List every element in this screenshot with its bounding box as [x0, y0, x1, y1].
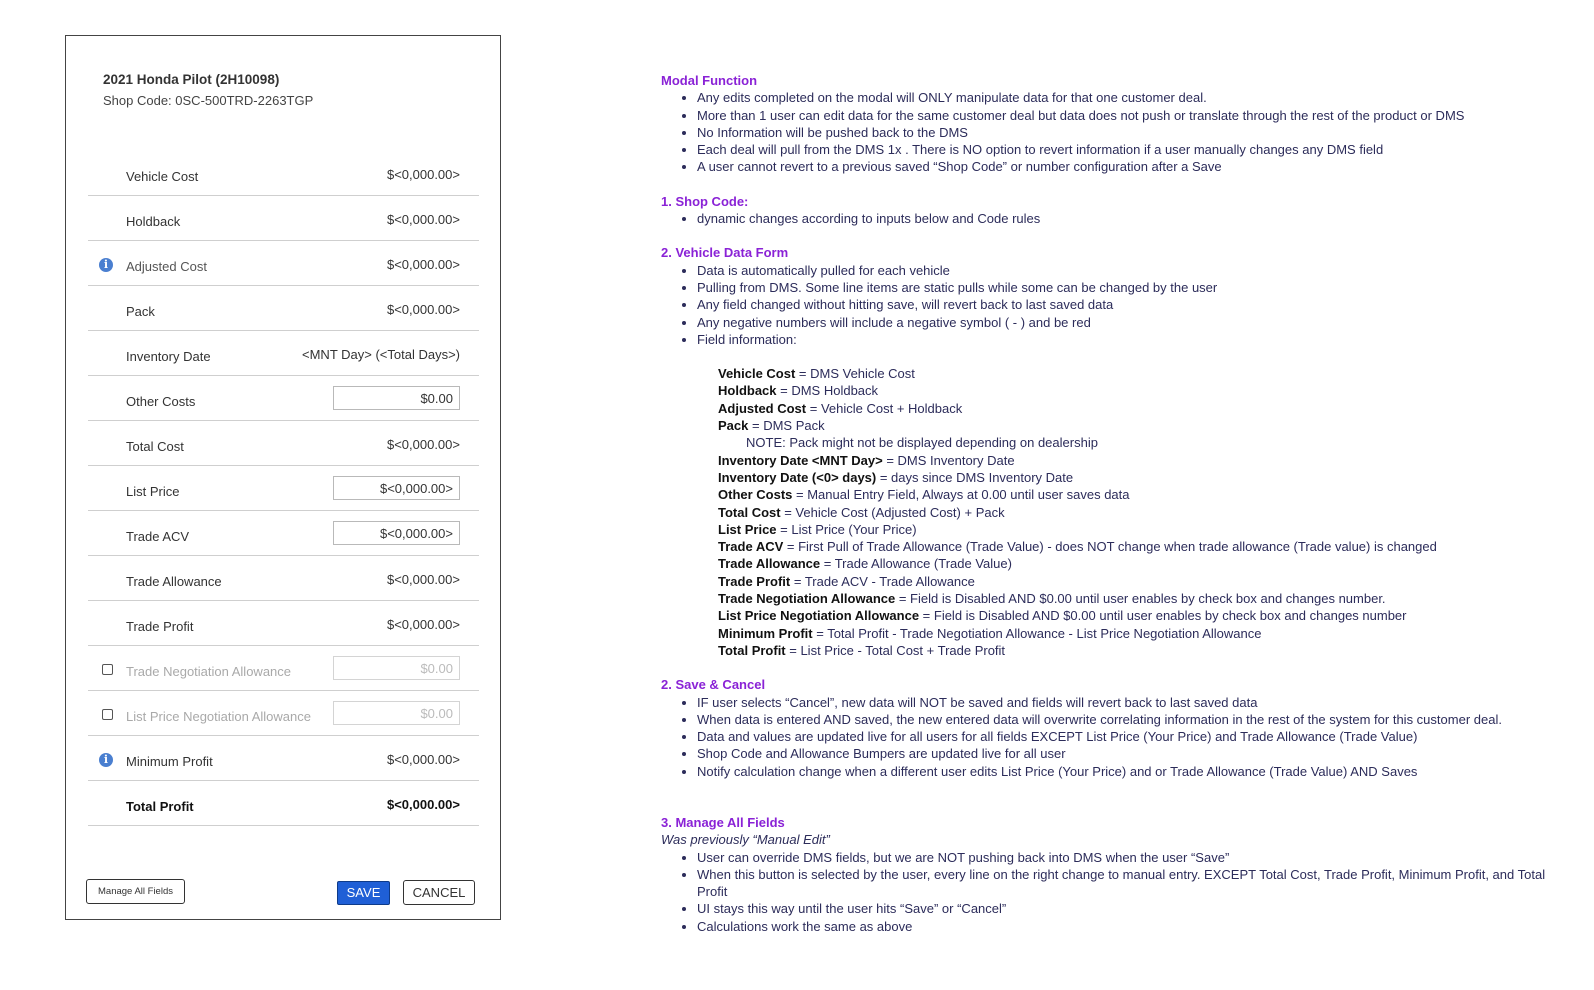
trade-negotiation-checkbox[interactable]: [102, 664, 113, 675]
section-title: Modal Function: [661, 73, 758, 88]
list-item: • No Information will be pushed back to the DMS: [697, 124, 1561, 141]
list-price-negotiation-input: $0.00: [333, 701, 460, 725]
field-term: Total Profit: [718, 642, 786, 658]
field-row-vehicle-cost: [88, 151, 479, 196]
field-label: Adjusted Cost: [126, 259, 207, 274]
list-item: • UI stays this way until the user hits “Save” or “Cancel”: [697, 900, 1561, 917]
field-value: $<0,000.00>: [386, 797, 460, 812]
field-label: Total Profit: [126, 799, 194, 814]
field-term: Inventory Date <MNT Day>: [718, 452, 883, 468]
field-info-item: [718, 365, 1561, 382]
field-desc: = Field is Disabled AND $0.00 until user enables by check box and changes number.: [895, 591, 1386, 607]
field-term: Trade Allowance: [718, 556, 821, 572]
list-item: • Each deal will pull from the DMS 1x . There is NO option to revert information if a user manually changes any DMS field: [697, 141, 1561, 158]
field-value: $<0,000.00>: [386, 617, 460, 632]
trade-acv-input[interactable]: $<0,000.00>: [333, 521, 460, 545]
section-title: 1. Shop Code:: [661, 193, 749, 209]
save-button[interactable]: SAVE: [337, 881, 390, 905]
list-item: • Data is automatically pulled for each vehicle: [697, 262, 1561, 279]
shop-code-list: [661, 210, 1561, 227]
field-label: Vehicle Cost: [126, 169, 199, 184]
list-item: • Any negative numbers will include a negative symbol ( - ) and be red: [697, 314, 1561, 331]
field-term: Minimum Profit: [718, 625, 813, 641]
field-info-item: [718, 486, 1561, 503]
field-desc: = DMS Pack: [748, 418, 825, 434]
field-value: $<0,000.00>: [386, 167, 460, 182]
list-item: • Notify calculation change when a different user edits List Price (Your Price) and or Trade Allowance (Trade Value) AND Saves: [697, 763, 1561, 780]
vehicle-data-form-list: [661, 262, 1561, 348]
manage-all-fields-button[interactable]: Manage All Fields: [86, 879, 185, 904]
field-desc: = Manual Entry Field, Always at 0.00 until user saves data: [792, 487, 1130, 503]
field-value: $<0,000.00>: [386, 302, 460, 317]
field-label: Trade ACV: [126, 529, 190, 544]
field-info-item: [718, 469, 1561, 486]
field-info-item: [718, 452, 1561, 469]
section-title: 2. Save & Cancel: [661, 677, 766, 693]
field-info-item: [718, 504, 1561, 521]
list-item: • More than 1 user can edit data for the same customer deal but data does not push or translate through the rest of the product or DMS: [697, 107, 1561, 124]
field-label: Minimum Profit: [126, 754, 213, 769]
list-item: • A user cannot revert to a previous saved “Shop Code” or number configuration after a Save: [697, 158, 1561, 175]
field-row-list-price-negotiation-allowance: [88, 691, 479, 736]
list-item: • Pulling from DMS. Some line items are static pulls while some can be changed by the user: [697, 279, 1561, 296]
field-info-item: [718, 590, 1561, 607]
vehicle-data-form: [88, 151, 479, 826]
field-label: List Price: [126, 484, 180, 499]
field-desc: = Trade ACV - Trade Allowance: [790, 573, 975, 589]
list-price-input[interactable]: $<0,000.00>: [333, 476, 460, 500]
field-term: Trade Negotiation Allowance: [718, 591, 896, 607]
field-label: Trade Negotiation Allowance: [126, 664, 292, 679]
section-subtitle: Was previously “Manual Edit”: [661, 832, 830, 848]
field-desc: = List Price - Total Cost + Trade Profit: [785, 642, 1006, 658]
list-item: • Data and values are updated live for all users for all fields EXCEPT List Price (Your Price) and Trade Allowance (Trade Value): [697, 728, 1561, 745]
field-info-item: [718, 573, 1561, 590]
field-info-item: [718, 625, 1561, 642]
other-costs-input[interactable]: $0.00: [333, 386, 460, 410]
field-term: List Price Negotiation Allowance: [718, 608, 920, 624]
vehicle-title: 2021 Honda Pilot (2H10098): [103, 72, 280, 87]
field-value: $<0,000.00>: [386, 437, 460, 452]
field-row-list-price: [88, 466, 479, 511]
field-value: $<0,000.00>: [386, 752, 460, 767]
field-label: Other Costs: [126, 394, 196, 409]
field-label: Holdback: [126, 214, 181, 229]
field-row-total-profit: [88, 781, 479, 826]
field-row-trade-negotiation-allowance: [88, 646, 479, 691]
field-desc: = Trade Allowance (Trade Value): [820, 556, 1012, 572]
field-info-item: [718, 555, 1561, 572]
field-label: Pack: [126, 304, 155, 319]
field-label: Trade Profit: [126, 619, 194, 634]
field-row-holdback: [88, 196, 479, 241]
field-term: Trade Profit: [718, 573, 791, 589]
field-label: Total Cost: [126, 439, 184, 454]
field-row-trade-allowance: [88, 556, 479, 601]
info-icon[interactable]: i: [99, 258, 113, 272]
field-info-item: [718, 538, 1561, 555]
field-row-trade-profit: [88, 601, 479, 646]
field-value: $<0,000.00>: [386, 257, 460, 272]
field-term: Inventory Date (<0> days): [718, 469, 877, 485]
section-title: 3. Manage All Fields: [661, 814, 785, 830]
field-desc: = Total Profit - Trade Negotiation Allowance - List Price Negotiation Allowance: [812, 625, 1262, 641]
field-info-item: [718, 521, 1561, 538]
field-desc: = List Price (Your Price): [776, 521, 917, 537]
list-item: • Shop Code and Allowance Bumpers are updated live for all user: [697, 745, 1561, 762]
save-cancel-list: [661, 694, 1561, 780]
field-desc: = First Pull of Trade Allowance (Trade Value) - does NOT change when trade allowance (Trade value) is changed: [783, 539, 1437, 555]
list-item: • Any field changed without hitting save, will revert back to last saved data: [697, 296, 1561, 313]
field-term: Holdback: [718, 383, 777, 399]
list-item: • Any edits completed on the modal will ONLY manipulate data for that one customer deal.: [697, 89, 1561, 106]
deal-modal: [65, 35, 501, 920]
field-term: Total Cost: [718, 504, 781, 520]
list-item: • When this button is selected by the user, every line on the right change to manual entry. EXCEPT Total Cost, Trade Profit, Minimum Profit, and Total Profit: [697, 866, 1561, 901]
field-value: $<0,000.00>: [386, 212, 460, 227]
field-desc: = days since DMS Inventory Date: [876, 469, 1074, 485]
spec-notes: [661, 72, 1561, 935]
field-information: [718, 365, 1561, 659]
field-desc: = Field is Disabled AND $0.00 until user enables by check box and changes number: [919, 608, 1407, 624]
field-desc: = DMS Holdback: [776, 383, 879, 399]
trade-negotiation-input: $0.00: [333, 656, 460, 680]
field-row-pack: [88, 286, 479, 331]
info-icon[interactable]: i: [99, 753, 113, 767]
list-item: • Field information:: [697, 331, 1561, 348]
field-info-item: [718, 607, 1561, 624]
field-term: Pack: [718, 418, 749, 434]
list-item: • When data is entered AND saved, the new entered data will overwrite correlating information in the rest of the system for this customer deal.: [697, 711, 1561, 728]
field-info-item: [718, 400, 1561, 417]
cancel-button[interactable]: CANCEL: [403, 880, 475, 905]
field-row-adjusted-cost: [88, 241, 479, 286]
section-title: 2. Vehicle Data Form: [661, 245, 789, 261]
manage-all-list: [661, 849, 1561, 935]
field-info-item: [718, 382, 1561, 399]
field-term: List Price: [718, 521, 777, 537]
field-value: $<0,000.00>: [386, 572, 460, 587]
field-label: Inventory Date: [126, 349, 211, 364]
modal-function-list: [661, 89, 1561, 175]
field-label: List Price Negotiation Allowance: [126, 709, 311, 724]
field-row-total-cost: [88, 421, 479, 466]
field-term: Other Costs: [718, 487, 793, 503]
field-info-note: NOTE: Pack might not be displayed depending on dealership: [746, 435, 1098, 451]
list-item: • dynamic changes according to inputs below and Code rules: [697, 210, 1561, 227]
field-row-inventory-date: [88, 331, 479, 376]
list-item: • User can override DMS fields, but we are NOT pushing back into DMS when the user “Save”: [697, 849, 1561, 866]
field-row-other-costs: [88, 376, 479, 421]
field-desc: = Vehicle Cost + Holdback: [806, 400, 963, 416]
list-price-negotiation-checkbox[interactable]: [102, 709, 113, 720]
field-label: Trade Allowance: [126, 574, 222, 589]
field-desc: = DMS Vehicle Cost: [795, 366, 915, 382]
field-term: Adjusted Cost: [718, 400, 807, 416]
field-info-item: [718, 642, 1561, 659]
list-item: • IF user selects “Cancel”, new data will NOT be saved and fields will revert back to last saved data: [697, 694, 1561, 711]
field-desc: = DMS Inventory Date: [882, 452, 1015, 468]
shop-code: Shop Code: 0SC-500TRD-2263TGP: [103, 93, 314, 108]
list-item: • Calculations work the same as above: [697, 918, 1561, 935]
field-row-minimum-profit: [88, 736, 479, 781]
field-row-trade-acv: [88, 511, 479, 556]
field-value: <MNT Day> (<Total Days>): [302, 347, 460, 362]
field-term: Trade ACV: [718, 539, 784, 555]
field-desc: = Vehicle Cost (Adjusted Cost) + Pack: [780, 504, 1005, 520]
field-info-item: [718, 417, 1561, 434]
field-term: Vehicle Cost: [718, 366, 796, 382]
